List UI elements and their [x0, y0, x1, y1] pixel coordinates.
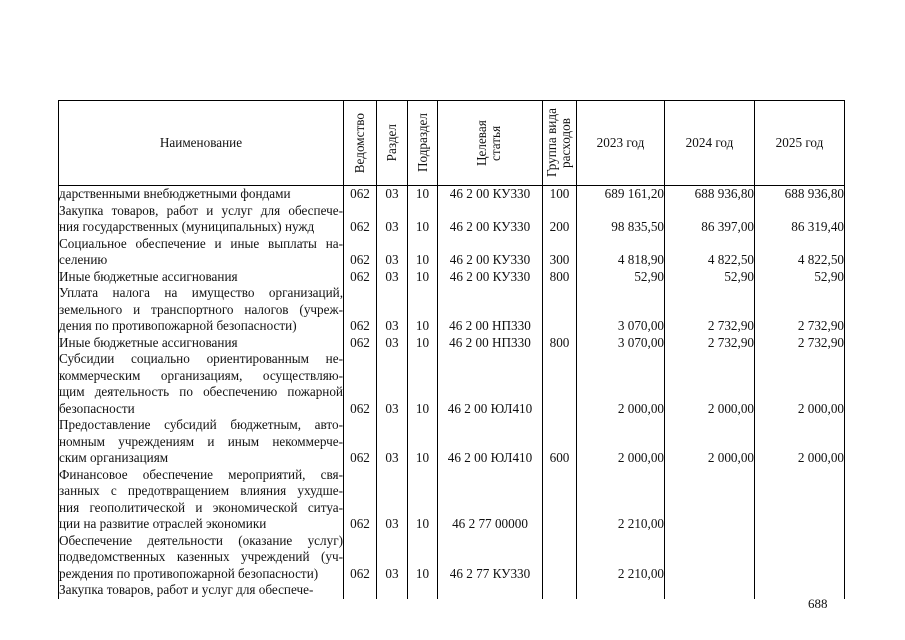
cell-2025: 86 319,40: [755, 203, 845, 236]
cell-2025: 2 732,90: [755, 285, 845, 335]
cell-dept: 062: [344, 533, 377, 583]
cell-expense-group: [543, 467, 577, 533]
cell-expense-group: [543, 533, 577, 583]
cell-subsection: 10: [408, 203, 438, 236]
cell-2023: 2 210,00: [577, 467, 665, 533]
cell-2025: 4 822,50: [755, 236, 845, 269]
cell-name: [59, 269, 344, 286]
cell-target: 46 2 00 НП330: [438, 335, 543, 352]
cell-name: [59, 582, 344, 599]
cell-name-line: ния геополитической и экономической ситуа-: [59, 499, 343, 515]
header-expense-group: Группа вида расходов: [543, 101, 577, 186]
header-dept: Ведомство: [344, 101, 377, 186]
cell-expense-group: 800: [543, 335, 577, 352]
cell-name-line: реждения по противопожарной безопасности): [59, 565, 319, 581]
cell-2023: 2 000,00: [577, 351, 665, 417]
table-row: [59, 186, 845, 203]
cell-name-line: номным учреждениям и иным некоммерче-: [59, 433, 343, 449]
cell-2024: 2 000,00: [665, 417, 755, 467]
cell-target: 46 2 00 КУ330: [438, 236, 543, 269]
cell-2023: 689 161,20: [577, 186, 665, 203]
cell-expense-group: 200: [543, 203, 577, 236]
cell-expense-group: [543, 285, 577, 335]
cell-section: [377, 582, 408, 599]
cell-2025: 2 000,00: [755, 351, 845, 417]
cell-name: [59, 203, 344, 236]
cell-target: 46 2 00 КУ330: [438, 203, 543, 236]
cell-2023: 4 818,90: [577, 236, 665, 269]
cell-name-line: ским организациям: [59, 450, 169, 465]
cell-name-line: Обеспечение деятельности (оказание услуг): [59, 532, 343, 548]
cell-name-line: коммерческим организациям, осуществляю-: [59, 367, 343, 383]
header-subsection: Подраздел: [408, 101, 438, 186]
header-target: Целевая статья: [438, 101, 543, 186]
cell-name-line: щим деятельность по обеспечению пожарной: [59, 384, 343, 399]
cell-dept: [344, 582, 377, 599]
cell-subsection: 10: [408, 417, 438, 467]
cell-dept: 062: [344, 285, 377, 335]
cell-2024: 86 397,00: [665, 203, 755, 236]
cell-name-line: Субсидии социально ориентированным не-: [59, 351, 343, 366]
table-row: [59, 351, 845, 417]
cell-2024: 2 000,00: [665, 351, 755, 417]
cell-name: [59, 236, 344, 269]
table-row: [59, 335, 845, 352]
cell-dept: 062: [344, 417, 377, 467]
cell-name-line: безопасности: [59, 400, 135, 416]
cell-2023: 98 835,50: [577, 203, 665, 236]
cell-expense-group: 600: [543, 417, 577, 467]
cell-subsection: 10: [408, 533, 438, 583]
cell-name: [59, 335, 344, 352]
cell-subsection: 10: [408, 285, 438, 335]
cell-target: 46 2 00 ЮЛ410: [438, 417, 543, 467]
cell-2024: 2 732,90: [665, 285, 755, 335]
cell-dept: 062: [344, 186, 377, 203]
cell-name-line: Иные бюджетные ассигнования: [59, 334, 238, 350]
cell-name-line: Закупка товаров, работ и услуг для обеспече-: [59, 202, 343, 218]
header-2025: 2025 год: [755, 101, 845, 186]
cell-2025: 52,90: [755, 269, 845, 286]
cell-name-line: Уплата налога на имущество организаций,: [59, 285, 343, 300]
page-number: 688: [808, 596, 828, 611]
cell-2023: 2 000,00: [577, 417, 665, 467]
cell-name-line: селению: [59, 252, 108, 267]
cell-target: 46 2 00 КУ330: [438, 186, 543, 203]
cell-2023: 52,90: [577, 269, 665, 286]
cell-subsection: 10: [408, 269, 438, 286]
table-row: [59, 236, 845, 269]
cell-expense-group: 800: [543, 269, 577, 286]
cell-2024: [665, 582, 755, 599]
cell-subsection: 10: [408, 236, 438, 269]
cell-section: 03: [377, 533, 408, 583]
cell-section: 03: [377, 186, 408, 203]
cell-name: [59, 417, 344, 467]
cell-2024: [665, 533, 755, 583]
cell-target: [438, 582, 543, 599]
table-row: [59, 269, 845, 286]
cell-name-line: занных с предотвращением влияния ухудше-: [59, 483, 343, 498]
cell-2025: [755, 582, 845, 599]
cell-name: [59, 467, 344, 533]
cell-section: 03: [377, 351, 408, 417]
cell-subsection: 10: [408, 351, 438, 417]
cell-name-line: ния государственных (муниципальных) нужд: [59, 219, 315, 234]
cell-name-line: земельного и транспортного налогов (учреж-: [59, 301, 343, 317]
cell-target: 46 2 77 КУ330: [438, 533, 543, 583]
cell-subsection: [408, 582, 438, 599]
table-row: [59, 533, 845, 583]
header-name: Наименование: [59, 101, 344, 186]
cell-expense-group: 300: [543, 236, 577, 269]
cell-name-line: Социальное обеспечение и иные выплаты на-: [59, 235, 343, 251]
cell-2023: 3 070,00: [577, 285, 665, 335]
budget-table: [58, 100, 845, 599]
cell-2025: 2 732,90: [755, 335, 845, 352]
cell-section: 03: [377, 203, 408, 236]
cell-dept: 062: [344, 236, 377, 269]
cell-subsection: 10: [408, 335, 438, 352]
table-row: [59, 203, 845, 236]
cell-name: [59, 186, 344, 203]
table-body: [59, 186, 845, 599]
cell-dept: 062: [344, 351, 377, 417]
cell-2023: 3 070,00: [577, 335, 665, 352]
table-row: [59, 417, 845, 467]
cell-section: 03: [377, 285, 408, 335]
table-row: [59, 285, 845, 335]
cell-subsection: 10: [408, 467, 438, 533]
header-section: Раздел: [377, 101, 408, 186]
cell-name-line: дарственными внебюджетными фондами: [59, 186, 291, 201]
cell-dept: 062: [344, 269, 377, 286]
cell-2024: 4 822,50: [665, 236, 755, 269]
cell-name: [59, 285, 344, 335]
cell-2024: [665, 467, 755, 533]
header-2023: 2023 год: [577, 101, 665, 186]
cell-expense-group: [543, 582, 577, 599]
header-row: [59, 101, 845, 186]
table-row: [59, 582, 845, 599]
cell-subsection: 10: [408, 186, 438, 203]
cell-2024: 2 732,90: [665, 335, 755, 352]
cell-name: [59, 533, 344, 583]
cell-target: 46 2 00 ЮЛ410: [438, 351, 543, 417]
cell-target: 46 2 00 НП330: [438, 285, 543, 335]
cell-section: 03: [377, 417, 408, 467]
cell-section: 03: [377, 335, 408, 352]
cell-name-line: Предоставление субсидий бюджетным, авто-: [59, 417, 343, 432]
cell-name-line: Иные бюджетные ассигнования: [59, 268, 238, 284]
header-2024: 2024 год: [665, 101, 755, 186]
cell-dept: 062: [344, 467, 377, 533]
cell-2025: [755, 533, 845, 583]
cell-expense-group: [543, 351, 577, 417]
cell-2024: 688 936,80: [665, 186, 755, 203]
cell-2024: 52,90: [665, 269, 755, 286]
cell-dept: 062: [344, 203, 377, 236]
cell-2025: 688 936,80: [755, 186, 845, 203]
cell-name-line: ции на развитие отраслей экономики: [59, 516, 267, 531]
cell-name-line: дения по противопожарной безопасности): [59, 318, 297, 333]
cell-target: 46 2 00 КУ330: [438, 269, 543, 286]
cell-section: 03: [377, 269, 408, 286]
cell-2025: 2 000,00: [755, 417, 845, 467]
cell-2025: [755, 467, 845, 533]
cell-expense-group: 100: [543, 186, 577, 203]
table-row: [59, 467, 845, 533]
cell-target: 46 2 77 00000: [438, 467, 543, 533]
cell-section: 03: [377, 236, 408, 269]
cell-name-line: Финансовое обеспечение мероприятий, свя-: [59, 466, 343, 482]
cell-2023: [577, 582, 665, 599]
cell-dept: 062: [344, 335, 377, 352]
cell-name: [59, 351, 344, 417]
cell-section: 03: [377, 467, 408, 533]
cell-2023: 2 210,00: [577, 533, 665, 583]
cell-name-line: Закупка товаров, работ и услуг для обеспече-: [59, 582, 314, 597]
cell-name-line: подведомственных казенных учреждений (уч-: [59, 549, 343, 564]
